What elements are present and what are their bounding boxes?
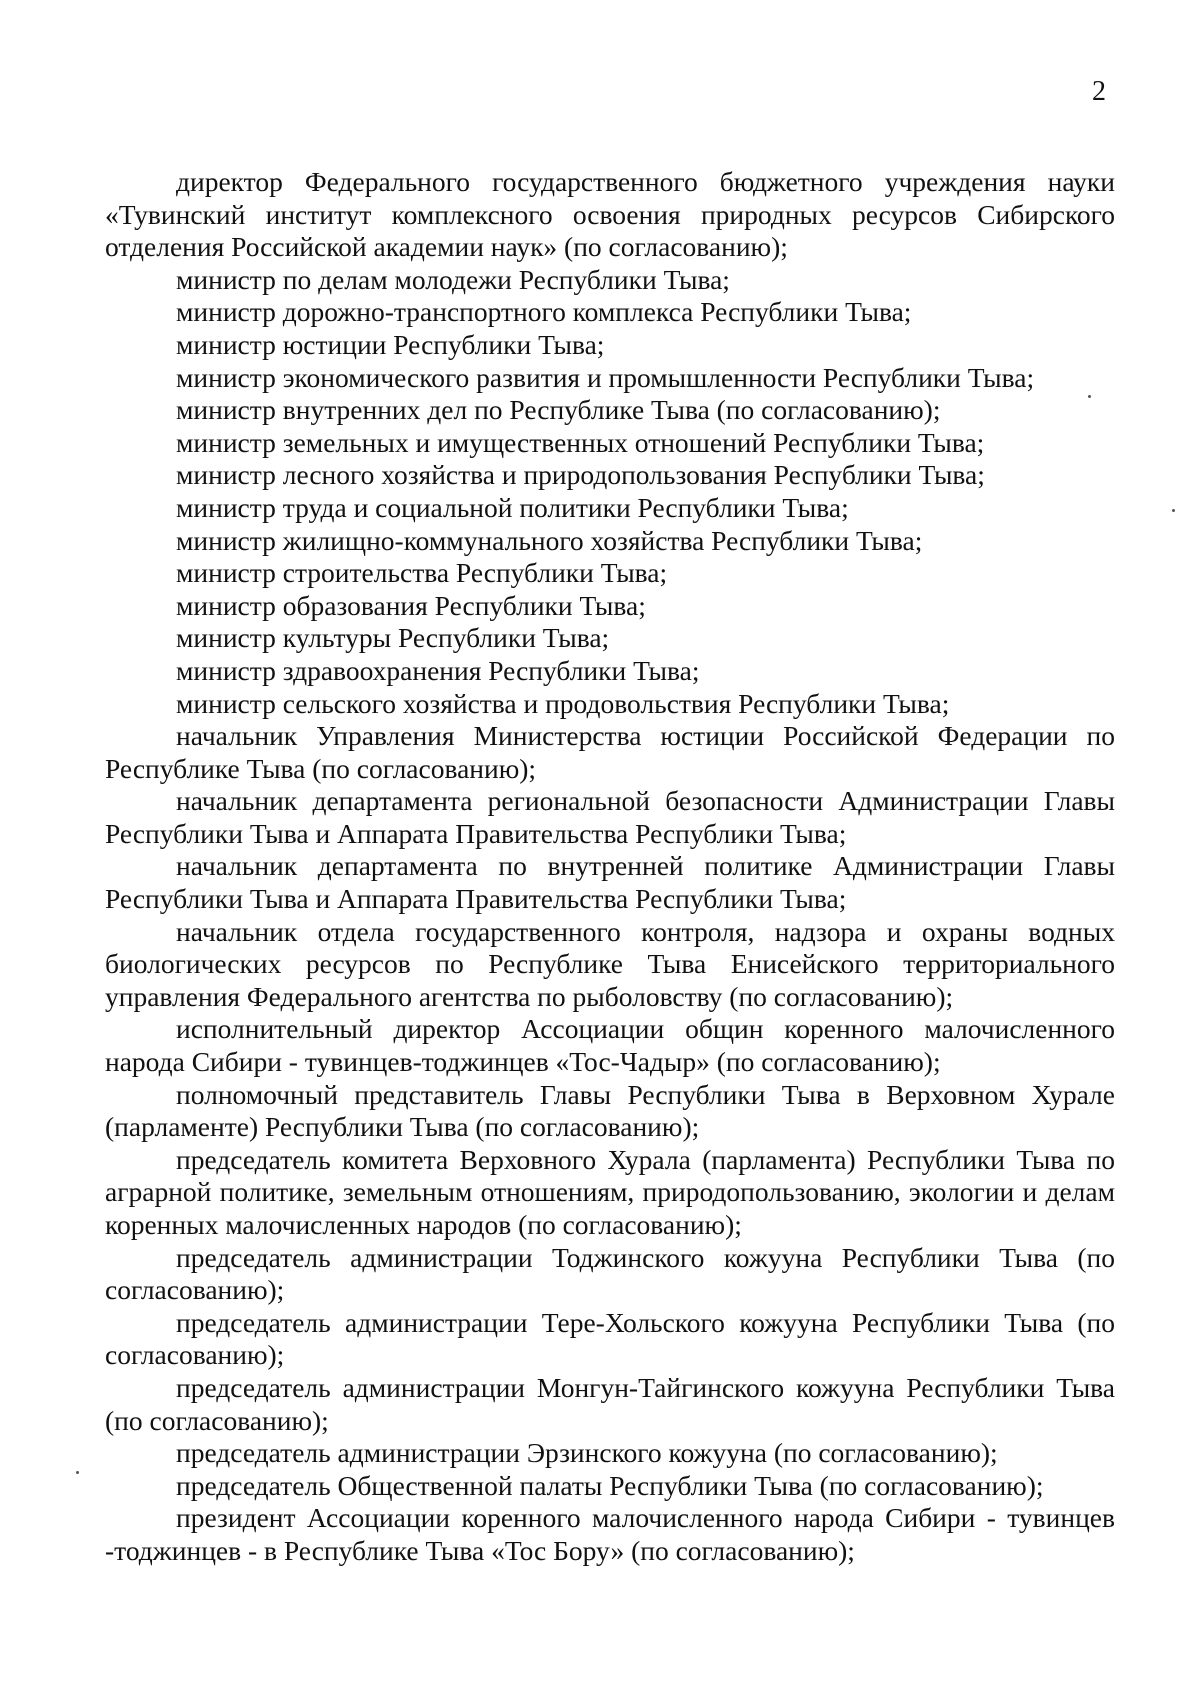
paragraph: министр юстиции Республики Тыва;: [176, 328, 605, 360]
paragraph: председатель администрации Тере-Хольского кожууна Республики Тыва (по согласованию);: [105, 1306, 1115, 1371]
scan-speck: [76, 1471, 79, 1474]
paragraph: начальник департамента по внутренней политике Администрации Главы Республики Тыва и Аппарата Правительства Республики Тыва;: [105, 850, 1115, 915]
paragraph: министр строительства Республики Тыва;: [176, 557, 668, 589]
paragraph: министр по делам молодежи Республики Тыва;: [176, 263, 730, 295]
paragraph: исполнительный директор Ассоциации общин коренного малочисленного народа Сибири - тувинцев-тоджинцев «Тос-Чадыр» (по согласованию);: [105, 1013, 1115, 1078]
paragraph: министр жилищно-коммунального хозяйства Республики Тыва;: [176, 524, 923, 556]
paragraph: директор Федерального государственного бюджетного учреждения науки «Тувинский институт комплексного освоения природных ресурсов Сибирского отделения Российской академии наук» (по согласованию);: [105, 166, 1115, 263]
paragraph: министр образования Республики Тыва;: [176, 589, 646, 621]
page-number: 2: [1092, 76, 1106, 107]
paragraph: министр земельных и имущественных отношений Республики Тыва;: [176, 426, 985, 458]
document-body: [105, 166, 1115, 1568]
paragraph: начальник департамента региональной безопасности Администрации Главы Республики Тыва и Аппарата Правительства Республики Тыва;: [105, 785, 1115, 849]
paragraph: министр сельского хозяйства и продовольствия Республики Тыва;: [176, 687, 950, 719]
paragraph: полномочный представитель Главы Республики Тыва в Верховном Хурале (парламенте) Республики Тыва (по согласованию);: [105, 1078, 1115, 1143]
paragraph: министр здравоохранения Республики Тыва;: [176, 654, 700, 686]
scan-speck: [1088, 395, 1091, 398]
scan-speck: [1172, 509, 1175, 512]
paragraph: министр лесного хозяйства и природопользования Республики Тыва;: [176, 459, 985, 491]
paragraph: министр внутренних дел по Республике Тыва (по согласованию);: [176, 394, 941, 426]
paragraph: председатель Общественной палаты Республики Тыва (по согласованию);: [176, 1469, 1044, 1501]
paragraph: начальник Управления Министерства юстиции Российской Федерации по Республике Тыва (по согласованию);: [105, 720, 1115, 784]
paragraph: председатель администрации Монгун-Тайгинского кожууна Республики Тыва (по согласованию);: [105, 1371, 1115, 1436]
paragraph: министр культуры Республики Тыва;: [176, 622, 610, 654]
paragraph: министр дорожно-транспортного комплекса Республики Тыва;: [176, 296, 912, 328]
paragraph: президент Ассоциации коренного малочисленного народа Сибири - тувинцев -тоджинцев - в Республике Тыва «Тос Бору» (по согласованию);: [105, 1502, 1115, 1566]
paragraph: начальник отдела государственного контроля, надзора и охраны водных биологических ресурсов по Республике Тыва Енисейского территориального управления Федерального агентства по рыболовству (по согласованию);: [105, 915, 1115, 1012]
paragraph: председатель администрации Эрзинского кожууна (по согласованию);: [176, 1437, 998, 1469]
paragraph: министр экономического развития и промышленности Республики Тыва;: [176, 361, 1035, 393]
paragraph: председатель администрации Тоджинского кожууна Республики Тыва (по согласованию);: [105, 1241, 1115, 1306]
paragraph: председатель комитета Верховного Хурала (парламента) Республики Тыва по аграрной политике, земельным отношениям, природопользованию, экологии и делам коренных малочисленных народов (по согласованию);: [105, 1143, 1115, 1240]
paragraph: министр труда и социальной политики Республики Тыва;: [176, 491, 849, 523]
